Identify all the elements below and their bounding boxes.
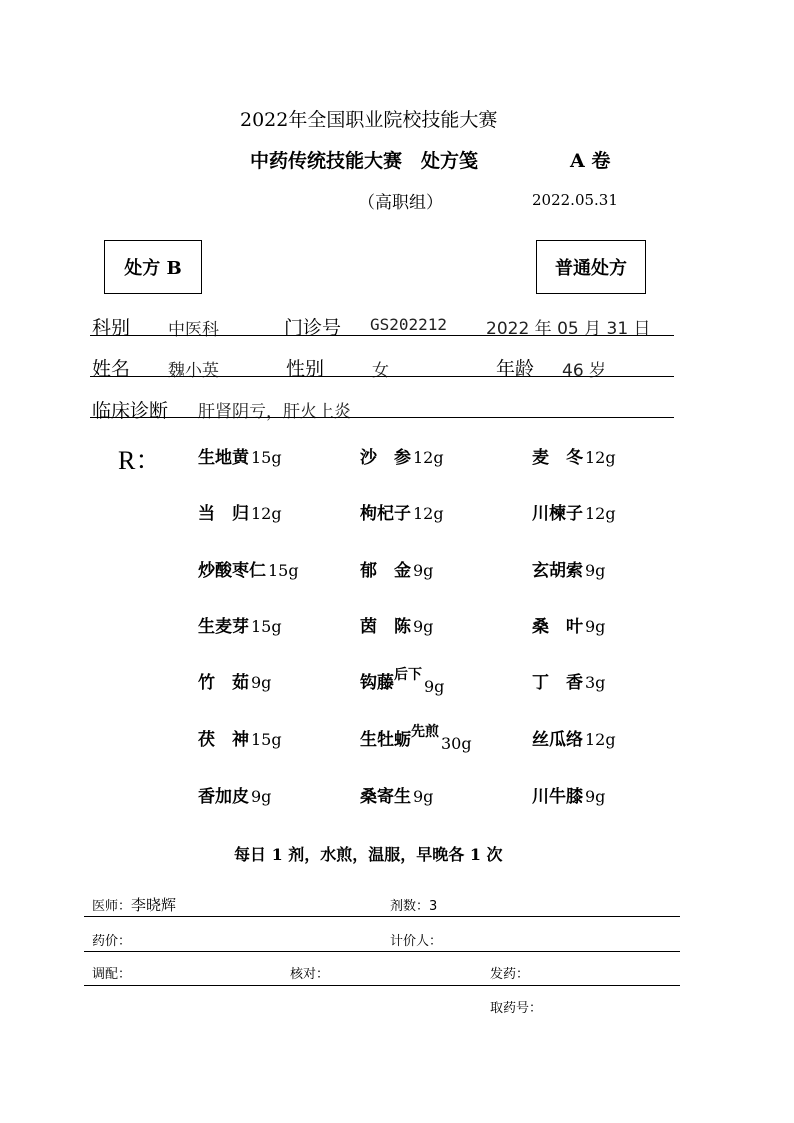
prescription-category-box (536, 240, 646, 294)
prescription-category-label: 普通处方 (555, 258, 627, 279)
herb-item (198, 782, 271, 807)
herb-dose: 9g (251, 787, 272, 806)
herb-dose: 12g (585, 448, 616, 467)
prescription-type-box (104, 240, 202, 294)
herb-name: 茯 神 (198, 730, 249, 750)
herb-item (360, 556, 433, 581)
divider-line (84, 916, 680, 917)
herb-name: 丁 香 (532, 673, 583, 693)
herb-dose: 12g (413, 448, 444, 467)
doctor-name: 李晓辉 (131, 896, 177, 914)
herb-dose: 15g (268, 561, 299, 580)
herb-dose: 15g (251, 730, 282, 749)
herb-dose: 12g (585, 504, 616, 523)
herb-item (360, 443, 444, 468)
divider-line (90, 376, 674, 377)
herb-name: 沙 参 (360, 448, 411, 468)
doctor-field (92, 894, 176, 915)
herb-item (532, 556, 605, 581)
title-competition: 2022年全国职业院校技能大赛 (240, 109, 498, 131)
herb-item (198, 725, 282, 750)
doctor-label: 医师： (92, 899, 132, 914)
herb-name: 当 归 (198, 504, 249, 524)
herb-name: 钩藤 (360, 673, 394, 693)
herb-name: 川牛膝 (532, 787, 583, 807)
herb-name: 丝瓜络 (532, 730, 583, 750)
name-label: 姓名 (92, 358, 131, 380)
herb-item (360, 724, 472, 753)
pricer-label: 计价人： (390, 934, 443, 949)
herb-item (532, 782, 605, 807)
herb-item (532, 443, 616, 468)
herb-name: 玄胡索 (532, 561, 583, 581)
herb-dose: 12g (413, 504, 444, 523)
herb-item (360, 667, 445, 696)
herb-item (360, 612, 433, 637)
herb-item (198, 443, 282, 468)
age-label: 年龄 (496, 358, 535, 380)
group-label: （高职组） (358, 193, 443, 213)
herb-item (532, 668, 605, 693)
herb-name: 茵 陈 (360, 617, 411, 637)
dept-value: 中医科 (168, 320, 219, 340)
dispense-label: 调配： (92, 967, 132, 982)
patient-age: 46 岁 (562, 361, 607, 381)
herb-item (360, 782, 433, 807)
herb-note: 先煎 (411, 724, 439, 740)
doses-value: 3 (429, 899, 438, 914)
paper-label: A 卷 (570, 150, 611, 172)
herb-item (198, 556, 299, 581)
visit-date: 2022 年 05 月 31 日 (486, 319, 651, 339)
herb-dose: 3g (585, 673, 606, 692)
divider-line (84, 985, 680, 986)
herb-dose: 9g (585, 617, 606, 636)
herb-name: 生麦芽 (198, 617, 249, 637)
herb-name: 桑 叶 (532, 617, 583, 637)
herb-name: 桑寄生 (360, 787, 411, 807)
herb-dose: 12g (585, 730, 616, 749)
herb-dose: 9g (413, 617, 434, 636)
rx-symbol: R： (118, 446, 162, 475)
check-label: 核对： (290, 967, 330, 982)
clinic-number: GS202212 (370, 315, 448, 334)
prescription-type-label: 处方 B (124, 258, 182, 279)
title-prescription: 中药传统技能大赛 处方笺 (250, 150, 479, 172)
header-date: 2022.05.31 (532, 191, 618, 209)
herb-dose: 9g (585, 561, 606, 580)
divider-line (90, 417, 674, 418)
herb-name: 香加皮 (198, 787, 249, 807)
sex-label: 性别 (286, 358, 325, 380)
herb-dose: 12g (251, 504, 282, 523)
herb-name: 竹 茹 (198, 673, 249, 693)
patient-sex: 女 (372, 361, 389, 381)
divider-line (84, 951, 680, 952)
herb-name: 生牡蛎 (360, 730, 411, 750)
herb-dose: 30g (441, 734, 472, 753)
herb-item (360, 499, 444, 524)
herb-dose: 9g (424, 677, 445, 696)
price-label: 药价： (92, 934, 132, 949)
patient-name: 魏小英 (168, 361, 219, 381)
herb-dose: 15g (251, 448, 282, 467)
dept-label: 科别 (92, 317, 131, 339)
doses-field (390, 895, 437, 914)
herb-item (198, 668, 271, 693)
diagnosis-value: 肝肾阴亏，肝火上炎 (198, 402, 351, 422)
herb-item (532, 612, 605, 637)
pickup-number-label: 取药号： (490, 1001, 543, 1016)
herb-dose: 15g (251, 617, 282, 636)
herb-name: 郁 金 (360, 561, 411, 581)
herb-item (198, 612, 282, 637)
herb-dose: 9g (585, 787, 606, 806)
herb-item (198, 499, 282, 524)
herb-name: 麦 冬 (532, 448, 583, 468)
herb-item (532, 725, 616, 750)
herb-name: 生地黄 (198, 448, 249, 468)
herb-note: 后下 (394, 667, 422, 683)
herb-item (532, 499, 616, 524)
divider-line (90, 335, 674, 336)
herb-name: 川楝子 (532, 504, 583, 524)
herb-dose: 9g (413, 561, 434, 580)
usage-instructions: 每日 1 剂，水煎，温服，早晚各 1 次 (234, 845, 503, 864)
diagnosis-label: 临床诊断 (92, 400, 169, 422)
herb-dose: 9g (251, 673, 272, 692)
issue-label: 发药： (490, 967, 530, 982)
herb-name: 炒酸枣仁 (198, 561, 266, 581)
herb-dose: 9g (413, 787, 434, 806)
clinic-label: 门诊号 (284, 317, 342, 339)
herb-name: 枸杞子 (360, 504, 411, 524)
doses-label: 剂数： (390, 899, 430, 914)
